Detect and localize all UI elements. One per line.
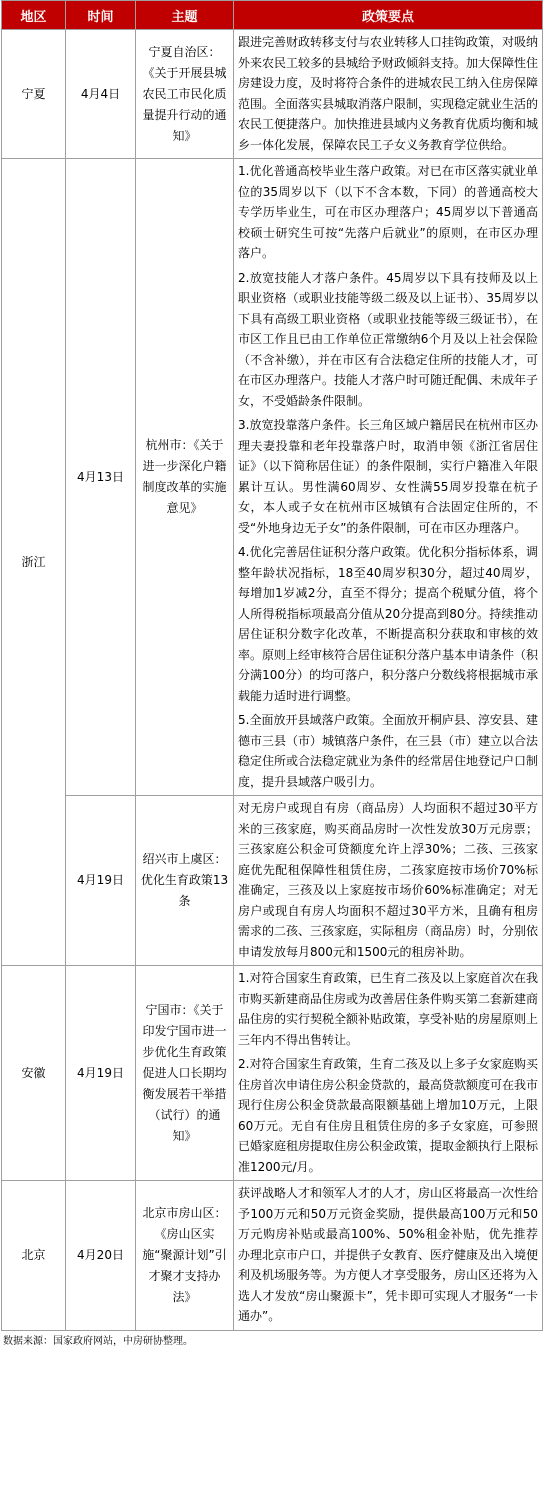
date-cell: 4月20日 <box>66 1181 136 1331</box>
policy-cell <box>234 1181 543 1331</box>
policy-item: 1.对符合国家生育政策，已生育二孩及以上家庭首次在我市购买新建商品住房或为改善居住条件购买第二套新建商品住房的实行契税全额补贴政策，享受补贴的房屋原则上三年内不得出售转让。 <box>238 971 539 1047</box>
table-row <box>2 966 543 1181</box>
policy-item: 1.优化普通高校毕业生落户政策。对已在市区落实就业单位的35周岁以下（以下不含本数，下同）的普通高校大专学历毕业生，可在市区办理落户；45周岁以下普通高校硕士研究生可按“先落户后就业”的原则，在市区办理落户。 <box>238 164 538 260</box>
table-row <box>2 159 543 796</box>
region-cell: 北京 <box>2 1181 66 1331</box>
date-cell: 4月19日 <box>66 796 136 966</box>
topic-cell: 绍兴市上虞区：优化生育政策13条 <box>136 796 234 966</box>
table-header-row <box>2 1 543 30</box>
policy-cell <box>234 796 543 966</box>
policy-item: 4.优化完善居住证积分落户政策。优化积分指标体系，调整年龄状况指标，18至40周岁积30分，超过40周岁，每增加1岁减2分，直至不得分；提高个税赋分值，将个人所得税指标项最高分值从20分提高到80分。持续推动居住证积分数字化改革，不断提高积分获取和审核的效率。原则上经审核符合居住证积分落户基本申请条件（积分满100分）的均可落户，积分落户分数线将根据城市承载能力适时进行调整。 <box>238 545 539 703</box>
topic-cell: 北京市房山区：《房山区实施“聚源计划”引才聚才支持办法》 <box>136 1181 234 1331</box>
header-region: 地区 <box>2 1 66 30</box>
date-cell: 4月19日 <box>66 966 136 1181</box>
table-row <box>2 796 543 966</box>
policy-item: 2.放宽技能人才落户条件。45周岁以下具有技师及以上职业资格（或职业技能等级二级及以上证书）、35周岁以下具有高级工职业资格（或职业技能等级三级证书），在市区工作且已由工作单位正常缴纳6个月及以上社会保险（不含补缴），并在市区有合法稳定住所的技能人才，可在市区办理落户。技能人才落户时可随迁配偶、未成年子女，不受婚龄条件限制。 <box>238 270 539 408</box>
policy-item: 跟进完善财政转移支付与农业转移人口挂钩政策，对吸纳外来农民工较多的县城给予财政倾斜支持。加大保障性住房建设力度，及时将符合条件的进城农民工纳入住房保障范围。全面落实县城取消落户限制，实现稳定就业生活的农民工便捷落户。加快推进县域内义务教育优质均衡和城乡一体化发展，保障农民工子女义务教育学位供给。 <box>238 35 539 152</box>
region-cell: 浙江 <box>2 159 66 966</box>
policy-item: 5.全面放开县域落户政策。全面放开桐庐县、淳安县、建德市三县（市）城镇落户条件，在三县（市）建立以合法稳定住所或合法稳定就业为条件的经常居住地登记户口制度，提升县域落户吸引力。 <box>238 713 539 789</box>
region-cell: 宁夏 <box>2 30 66 159</box>
policy-item: 获评战略人才和领军人才的人才，房山区将最高一次性给予100万元和50万元资金奖励，提供最高100万元和50万元购房补贴或最高100%、50%租金补贴，优先推荐办理北京市户口，并提供子女教育、医疗健康及出入境便利及机场服务等。为方便人才享受服务，房山区还将为入选人才发放“房山聚源卡”，凭卡即可实现人才服务“一卡通办”。 <box>238 1186 539 1323</box>
policy-table <box>1 0 543 1331</box>
policy-item: 2.对符合国家生育政策，生育二孩及以上多子女家庭购买住房首次申请住房公积金贷款的，最高贷款额度可在我市现行住房公积金贷款最高限额基础上增加10万元，上限60万元。无自有住房且租赁住房的多子女家庭，可参照已婚家庭租房提取住房公积金政策，提取金额执行上限标准1200元/月。 <box>238 1057 539 1174</box>
header-topic: 主题 <box>136 1 234 30</box>
source-note: 数据来源：国家政府网站，中房研协整理。 <box>3 1335 193 1347</box>
topic-cell: 宁国市：《关于印发宁国市进一步优化生育政策促进人口长期均衡发展若干举措（试行）的通知》 <box>136 966 234 1181</box>
topic-cell: 宁夏自治区：《关于开展县城农民工市民化质量提升行动的通知》 <box>136 30 234 159</box>
policy-item: 对无房户或现自有房（商品房）人均面积不超过30平方米的三孩家庭，购买商品房时一次性发放30万元房票；三孩家庭公积金可贷额度允许上浮30%；二孩、三孩家庭优先配租保障性租赁住房，二孩家庭按市场价70%标准确定，三孩及以上家庭按市场价60%标准确定；对无房户或现自有房人均面积不超过30平方米，且确有租房需求的二孩、三孩家庭，实际租房（商品房）时，分别依申请发放每月800元和1500元的租房补助。 <box>238 801 539 959</box>
header-points: 政策要点 <box>234 1 543 30</box>
policy-item: 3.放宽投靠落户条件。长三角区域户籍居民在杭州市区办理夫妻投靠和老年投靠落户时，取消申领《浙江省居住证》（以下简称居住证）的条件限制，实行户籍准入年限累计互认。男性满60周岁、女性满55周岁投靠在杭子女，本人或子女在杭州市区城镇有合法固定住所的，不受“外地身边无子女”的条件限制，可在市区办理落户。 <box>238 418 538 535</box>
policy-cell <box>234 966 543 1181</box>
date-cell: 4月13日 <box>66 159 136 796</box>
table-row <box>2 30 543 159</box>
table-row <box>2 1181 543 1331</box>
policy-cell <box>234 159 543 796</box>
header-date: 时间 <box>66 1 136 30</box>
region-cell: 安徽 <box>2 966 66 1181</box>
policy-cell <box>234 30 543 159</box>
topic-cell: 杭州市：《关于进一步深化户籍制度改革的实施意见》 <box>136 159 234 796</box>
date-cell: 4月4日 <box>66 30 136 159</box>
